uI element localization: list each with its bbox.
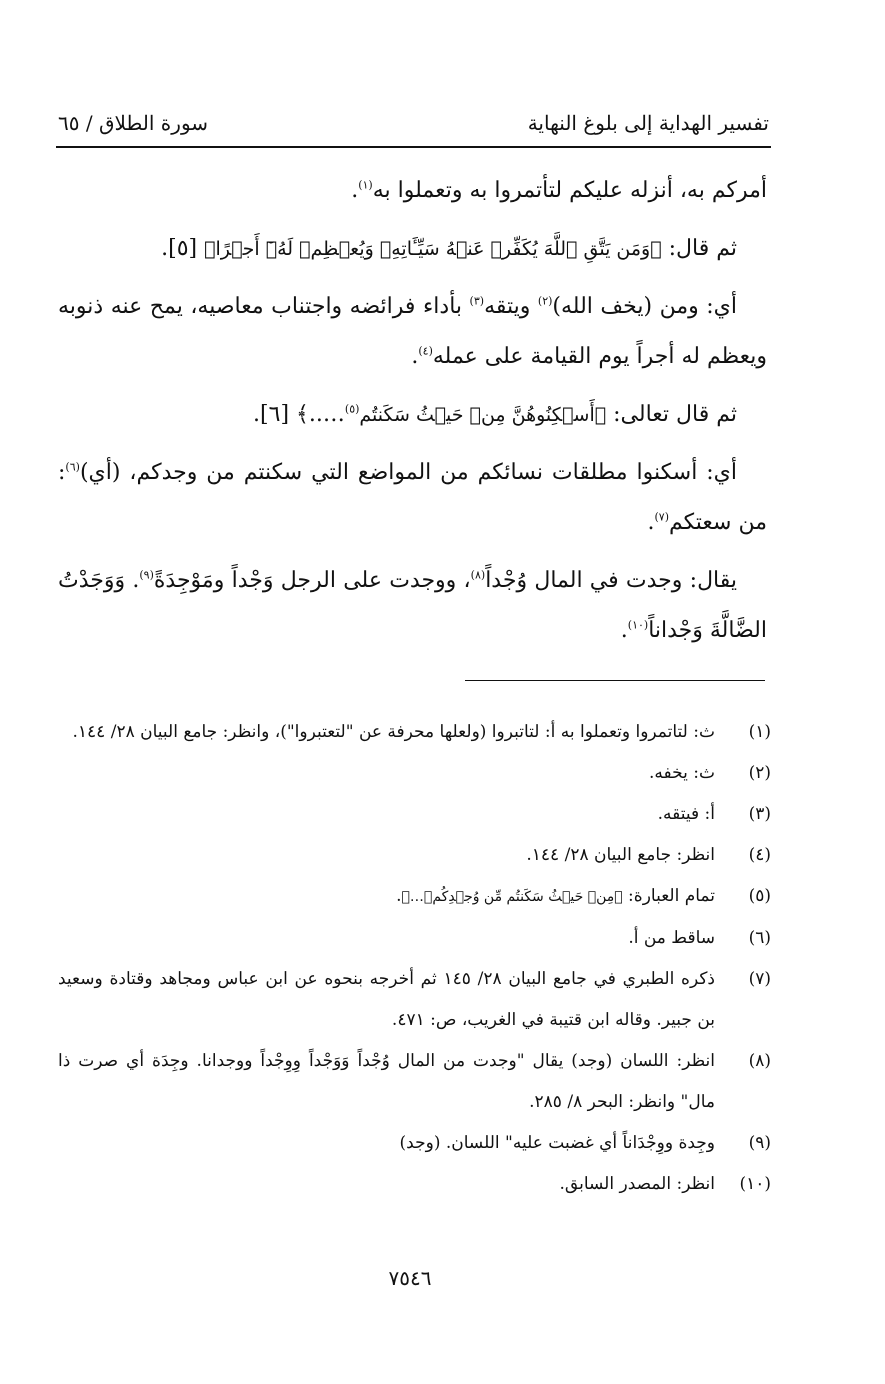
- footnote-4: (٤) انظر: جامع البيان ٢٨/ ١٤٤.: [526, 845, 771, 865]
- footnote-ref: (٤): [418, 344, 433, 358]
- paragraph-6: يقال: وجدت في المال وُجْداً$^{(٨)}$، ووجدت على الرجل وَجْداً ومَوْجِدَةً$^{(٩)}$. وَوَجَدْتُ الضَّالَّةَ وَجْداناً$^{(١٠)}$.: [58, 568, 767, 643]
- main-text: [58, 166, 767, 664]
- quran-verse: ﴿وَمَن يَتَّقِ ٱللَّهَ يُكَفِّرۡ عَنۡهُ سَيِّـَٔاتِهِۦ وَيُعۡظِمۡ لَهُۥٓ أَجۡرًا﴾: [204, 238, 662, 260]
- paragraph-5: أي: أسكنوا مطلقات نسائكم من المواضع التي سكنتم من وجدكم، (أي)$^{(٦)}$: من سعتكم$^{(٧)}$.: [58, 460, 767, 535]
- footnote-2: (٢) ث: يخفه.: [649, 763, 771, 783]
- footnote-ref: (٣): [469, 294, 485, 308]
- quran-verse: ﴿مِنۡ حَيۡثُ سَكَنتُم مِّن وُجۡدِكُمۡ…﴾: [401, 889, 623, 905]
- footnote-9: (٩) وجِدة ووِجْدَاناً أي غضبت عليه" اللسان. (وجد): [399, 1133, 771, 1153]
- footnote-8: (٨) انظر: اللسان (وجد) يقال "وجدت من المال وُجْداً وَوَجْداً وِوِجْداً ووجدانا. وجِدَة أي صرت ذا مال" وانظر: البحر ٨/ ٢٨٥.: [58, 1051, 771, 1112]
- footnote-6: (٦) ساقط من أ.: [628, 928, 771, 948]
- paragraph-3: أي: ومن (يخف الله)$^{(٢)}$ ويتقه$^{(٣)}$ بأداء فرائضه واجتناب معاصيه، يمح عنه ذنوبه ويعظم له أجراً يوم القيامة على عمله$^{(٤)}$.: [58, 294, 767, 369]
- footnote-ref: (٦): [65, 460, 80, 474]
- footnote-7: (٧) ذكره الطبري في جامع البيان ٢٨/ ١٤٥ ثم أخرجه بنحوه عن ابن عباس ومجاهد وقتادة وسعيد بن جبير. وقاله ابن قتيبة في الغريب، ص: ٤٧١.: [58, 969, 771, 1030]
- footnote-ref: (٨): [470, 568, 486, 582]
- footnote-5: (٥) تمام العبارة: ﴿مِنۡ حَيۡثُ سَكَنتُم مِّن وُجۡدِكُمۡ…﴾.: [396, 886, 771, 906]
- footnote-3: (٣) أ: فيتقه.: [657, 804, 771, 824]
- quran-verse: ﴿أَسۡكِنُوهُنَّ مِنۡ حَيۡثُ سَكَنتُم: [359, 404, 607, 426]
- running-header: [58, 103, 769, 143]
- footnote-1: (١) ث: لتاتمروا وتعملوا به أ: لتاتبروا (ولعلها محرفة عن "لتعتبروا")، وانظر: جامع البيان ٢٨/ ١٤٤.: [72, 722, 771, 742]
- footnote-ref: (١٠): [627, 618, 649, 632]
- page-number: ٧٥٤٦: [388, 1266, 432, 1290]
- surah-title: سورة الطلاق / ٦٥: [58, 111, 209, 135]
- footnote-ref: (٢): [537, 294, 553, 308]
- book-title: تفسير الهداية إلى بلوغ النهاية: [527, 111, 769, 135]
- footnote-ref: (١): [358, 178, 373, 192]
- paragraph-2: ثم قال: ﴿وَمَن يَتَّقِ ٱللَّهَ يُكَفِّرۡ عَنۡهُ سَيِّـَٔاتِهِۦ وَيُعۡظِمۡ لَهُۥٓ أَجۡرًا﴾ [٥].: [161, 236, 737, 261]
- footnote-ref: (٧): [654, 510, 669, 524]
- footnotes: [58, 712, 771, 1205]
- footnote-divider: [465, 680, 765, 681]
- header-divider: [56, 146, 771, 148]
- paragraph-4: ثم قال تعالى: ﴿أَسۡكِنُوهُنَّ مِنۡ حَيۡثُ سَكَنتُم$^{(٥)}$…..﴾ [٦].: [253, 402, 737, 427]
- footnote-ref: (٥): [344, 402, 360, 416]
- paragraph-1: أمركم به، أنزله عليكم لتأتمروا به وتعملوا به$^{(١)}$.: [351, 178, 767, 203]
- footnote-10: (١٠) انظر: المصدر السابق.: [559, 1174, 771, 1194]
- footnote-ref: (٩): [139, 568, 154, 582]
